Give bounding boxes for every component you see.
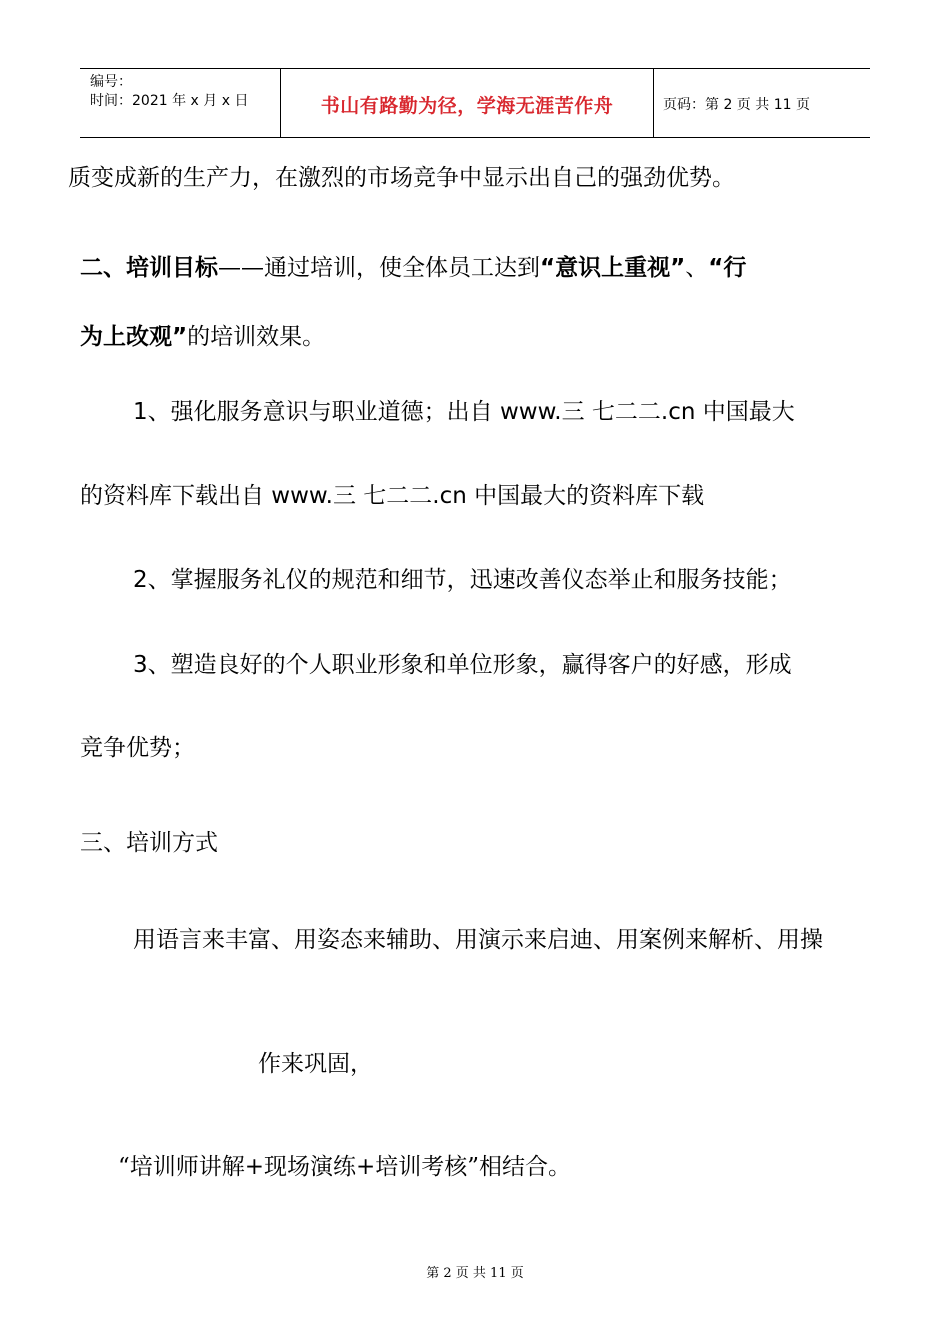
item-3-line-2: 竞争优势； <box>80 735 195 761</box>
page-footer: 第 2 页 共 11 页 <box>426 1266 524 1281</box>
page-header <box>80 68 870 138</box>
item-3-line-1: 3、塑造良好的个人职业形象和单位形象，赢得客户的好感，形成 <box>133 652 792 678</box>
method-line-3: “培训师讲解+现场演练+培训考核”相结合。 <box>118 1154 572 1180</box>
goal-heading-quote-a: “意识上重视” <box>540 255 686 281</box>
item-1-line-2: 的资料库下载出自 www.三 七二二.cn 中国最大的资料库下载 <box>80 483 705 509</box>
goal-heading-title: 二、培训目标 <box>80 255 218 281</box>
goal-heading-sep: 、 <box>685 255 709 281</box>
goal-heading-quote-b-cont: 为上改观” <box>80 324 188 350</box>
header-motto-cell <box>280 69 654 137</box>
body-line-1: 质变成新的生产力，在激烈的市场竞争中显示出自己的强劲优势。 <box>68 165 735 191</box>
goal-heading-quote-b: “行 <box>708 255 747 281</box>
header-page-cell <box>653 69 870 137</box>
number-label: 编号： <box>90 74 132 90</box>
method-line-2: 作来巩固， <box>258 1051 373 1077</box>
header-left-cell <box>80 69 280 137</box>
time-label: 时间：2021 年 x 月 x 日 <box>90 93 249 109</box>
goal-heading-effect: 的培训效果。 <box>187 324 326 350</box>
goal-heading-cont <box>80 322 325 352</box>
item-2: 2、掌握服务礼仪的规范和细节，迅速改善仪态举止和服务技能； <box>133 567 792 593</box>
item-1-line-1: 1、强化服务意识与职业道德；出自 www.三 七二二.cn 中国最大 <box>133 399 795 425</box>
goal-heading <box>80 253 746 283</box>
page-info: 页码：第 2 页 共 11 页 <box>663 97 810 113</box>
goal-heading-desc: ——通过培训，使全体员工达到 <box>218 255 540 281</box>
method-heading: 三、培训方式 <box>80 830 218 856</box>
motto-text: 书山有路勤为径，学海无涯苦作舟 <box>320 95 614 117</box>
method-line-1: 用语言来丰富、用姿态来辅助、用演示来启迪、用案例来解析、用操 <box>133 927 823 953</box>
